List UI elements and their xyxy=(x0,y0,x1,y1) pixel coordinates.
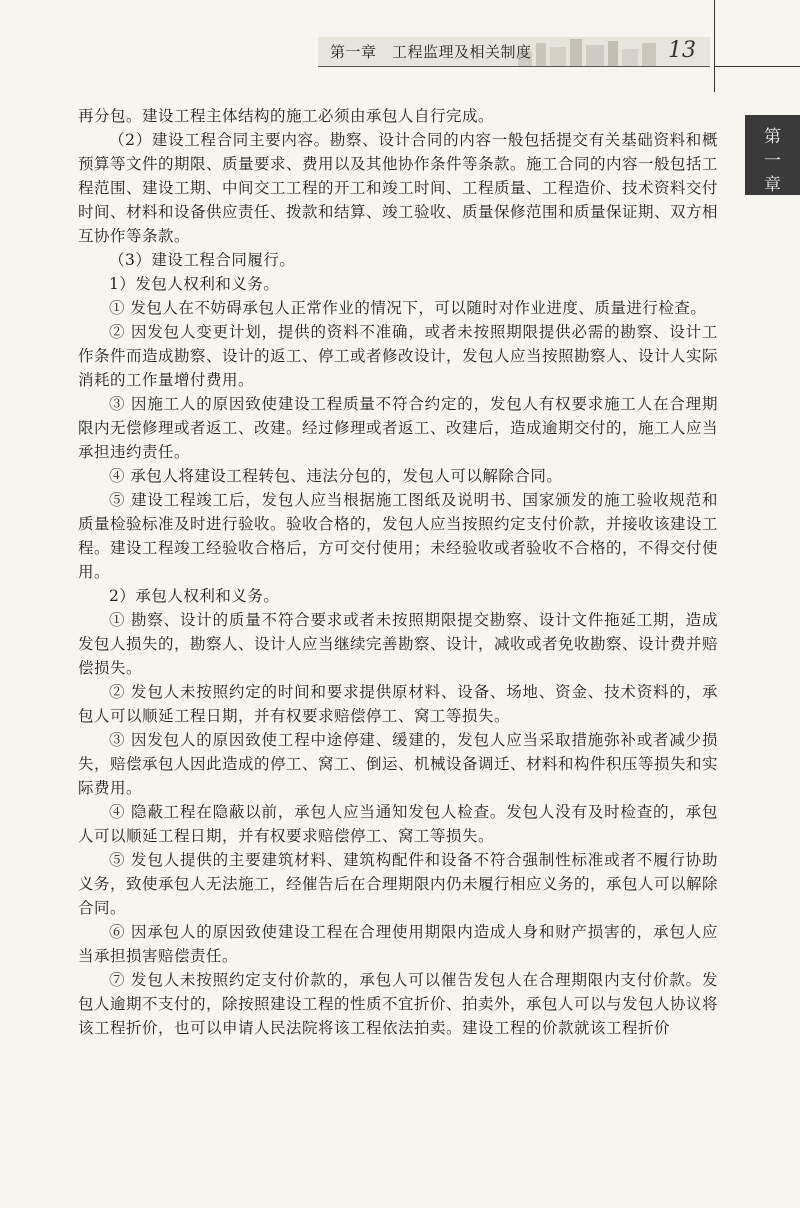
page-number: 13 xyxy=(668,38,696,63)
margin-vertical-rule xyxy=(714,0,715,92)
chapter-tab-char-1: 第 xyxy=(764,127,781,147)
paragraph: ① 勘察、设计的质量不符合要求或者未按照期限提交勘察、设计文件拖延工期，造成发包人损失的，勘察人、设计人应当继续完善勘察、设计，减收或者免收勘察、设计费并赔偿损失。 xyxy=(78,611,719,677)
paragraph: ⑤ 建设工程竣工后，发包人应当根据施工图纸及说明书、国家颁发的施工验收规范和质量检验标准及时进行验收。验收合格的，发包人应当按照约定支付价款，并接收该建设工程。建设工程竣工经验收合格后，方可交付使用；未经验收或者验收不合格的，不得交付使用。 xyxy=(78,491,719,581)
paragraph: ② 因发包人变更计划，提供的资料不准确，或者未按照期限提供必需的勘察、设计工作条件而造成勘察、设计的返工、停工或者修改设计，发包人应当按照勘察人、设计人实际消耗的工作量增付费用。 xyxy=(78,323,719,389)
paragraph: ③ 因施工人的原因致使建设工程质量不符合约定的，发包人有权要求施工人在合理期限内无偿修理或者返工、改建。经过修理或者返工、改建后，造成逾期交付的，施工人应当承担违约责任。 xyxy=(78,395,719,461)
paragraph: 再分包。建设工程主体结构的施工必须由承包人自行完成。 xyxy=(78,107,495,125)
paragraph: ④ 承包人将建设工程转包、违法分包的，发包人可以解除合同。 xyxy=(109,467,563,485)
paragraph: ① 发包人在不妨碍承包人正常作业的情况下，可以随时对作业进度、质量进行检查。 xyxy=(109,299,707,317)
paragraph: ② 发包人未按照约定的时间和要求提供原材料、设备、场地、资金、技术资料的，承包人可以顺延工程日期，并有权要求赔偿停工、窝工等损失。 xyxy=(78,683,718,725)
paragraph: ⑦ 发包人未按照约定支付价款的，承包人可以催告发包人在合理期限内支付价款。发包人逾期不支付的，除按照建设工程的性质不宜折价、拍卖外，承包人可以与发包人协议将该工程折价，也可以申请人民法院将该工程依法拍卖。建设工程的价款就该工程折价 xyxy=(78,971,719,1037)
margin-horizontal-rule xyxy=(714,66,800,67)
paragraph: （2）建设工程合同主要内容。勘察、设计合同的内容一般包括提交有关基础资料和概预算等文件的期限、质量要求、费用以及其他协作条件等条款。施工合同的内容一般包括工程范围、建设工期、中间交工工程的开工和竣工时间、工程质量、工程造价、技术资料交付时间、材料和设备供应责任、拨款和结算、竣工验收、质量保修范围和质量保证期、双方相互协作等条款。 xyxy=(78,131,719,245)
chapter-tab-char-2: 一 xyxy=(764,151,781,171)
running-header xyxy=(318,37,710,67)
paragraph: ④ 隐蔽工程在隐蔽以前，承包人应当通知发包人检查。发包人没有及时检查的，承包人可以顺延工程日期，并有权要求赔偿停工、窝工等损失。 xyxy=(78,803,718,845)
paragraph: （3）建设工程合同履行。 xyxy=(109,251,296,269)
paragraph: ③ 因发包人的原因致使工程中途停建、缓建的，发包人应当采取措施弥补或者减少损失，赔偿承包人因此造成的停工、窝工、倒运、机械设备调迁、材料和构件积压等损失和实际费用。 xyxy=(78,731,719,797)
chapter-side-tab xyxy=(745,115,800,195)
body-text xyxy=(78,104,718,1040)
paragraph: ⑤ 发包人提供的主要建筑材料、建筑构配件和设备不符合强制性标准或者不履行协助义务，致使承包人无法施工，经催告后在合理期限内仍未履行相应义务的，承包人可以解除合同。 xyxy=(78,851,719,917)
paragraph: 1）发包人权利和义务。 xyxy=(109,275,280,293)
chapter-tab-char-3: 章 xyxy=(764,175,781,195)
paragraph: ⑥ 因承包人的原因致使建设工程在合理使用期限内造成人身和财产损害的，承包人应当承担损害赔偿责任。 xyxy=(78,923,718,965)
paragraph: 2）承包人权利和义务。 xyxy=(109,587,280,605)
chapter-title: 第一章 工程监理及相关制度 xyxy=(330,43,532,61)
